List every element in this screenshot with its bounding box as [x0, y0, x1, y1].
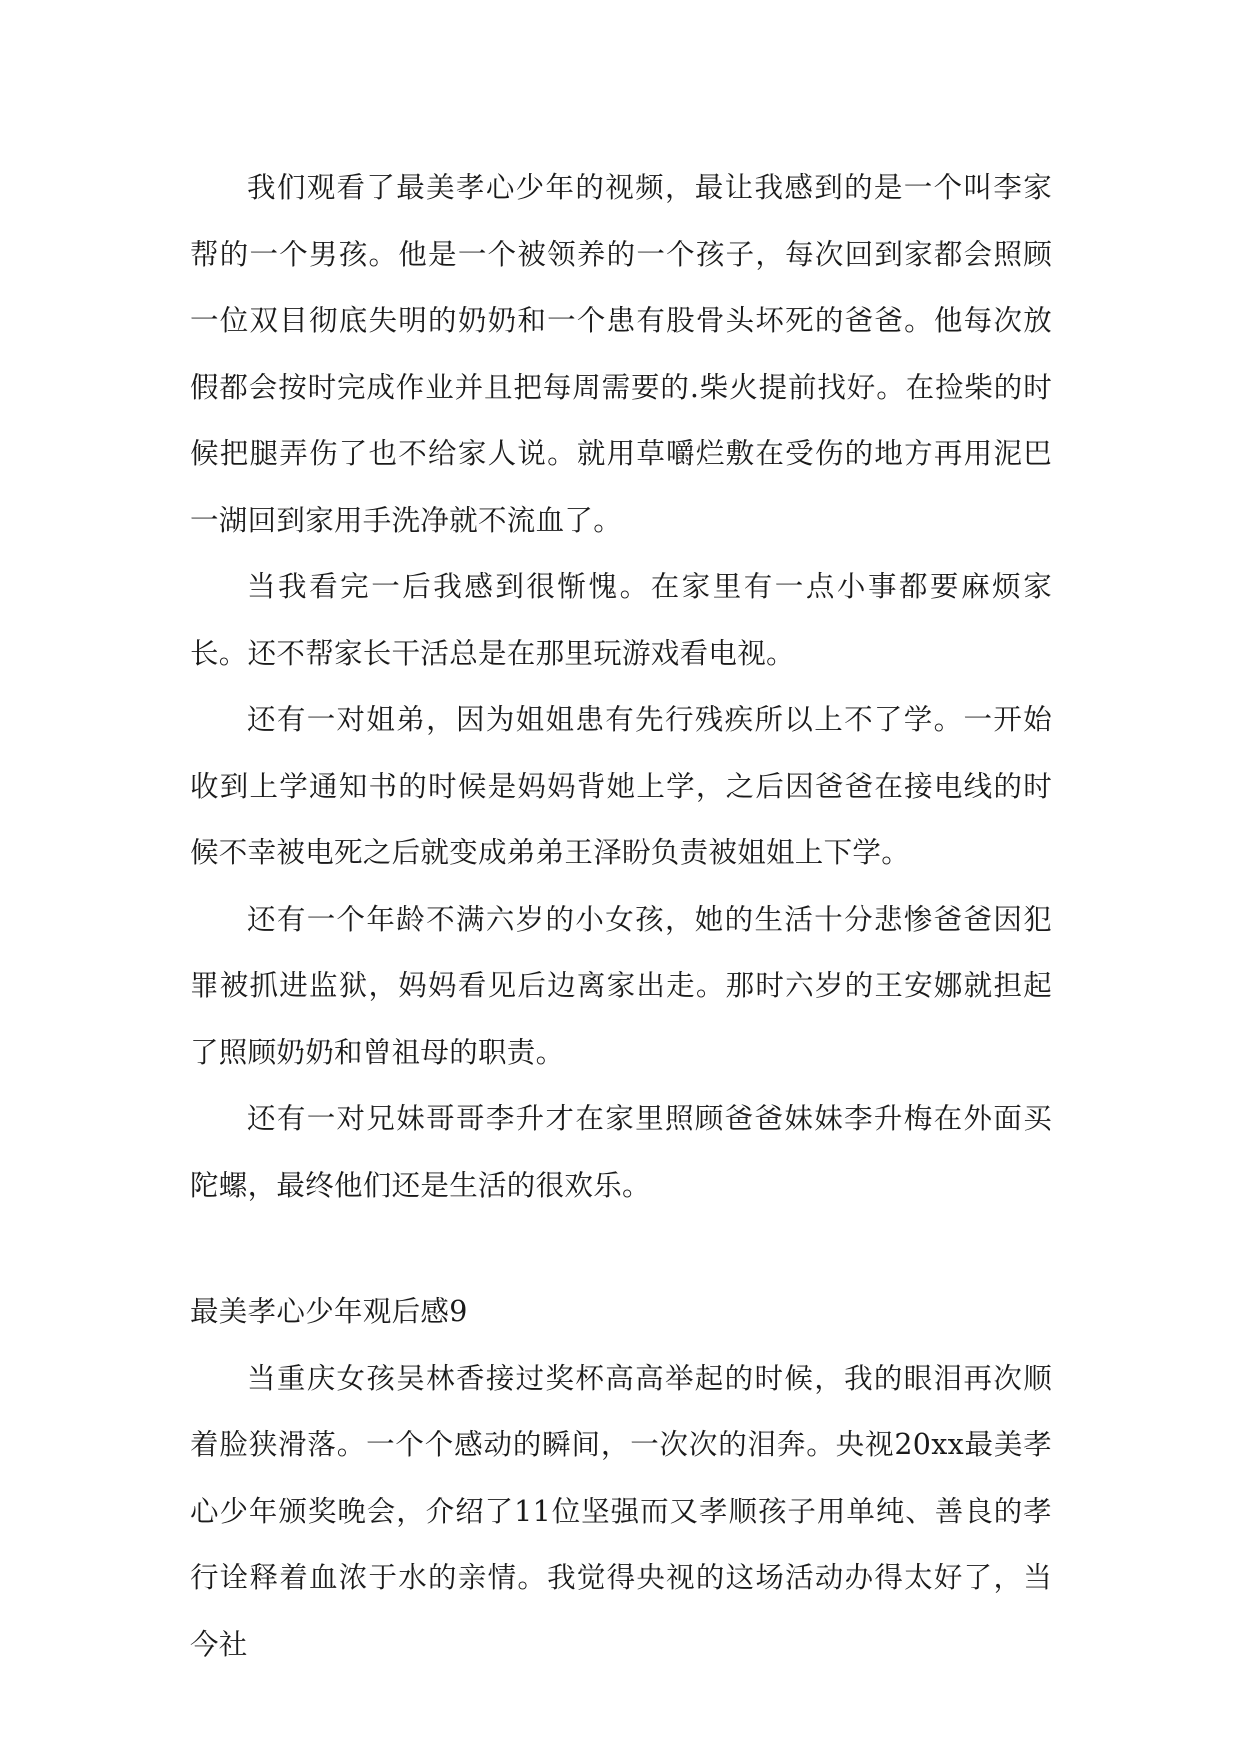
paragraph-little-girl: 还有一个年龄不满六岁的小女孩，她的生活十分悲惨爸爸因犯罪被抓进监狱，妈妈看见后边离家出走。那时六岁的王安娜就担起了照顾奶奶和曾祖母的职责。 — [190, 902, 1052, 1069]
paragraph-brother-sister: 还有一对兄妹哥哥李升才在家里照顾爸爸妹妹李升梅在外面买陀螺，最终他们还是生活的很欢乐。 — [190, 1102, 1052, 1202]
paragraph-wu-linxiang: 当重庆女孩吴林香接过奖杯高高举起的时候，我的眼泪再次顺着脸狭滑落。一个个感动的瞬间，一次次的泪奔。央视20xx最美孝心少年颁奖晚会，介绍了11位坚强而又孝顺孩子用单纯、善良的孝行诠释着血浓于水的亲情。我觉得央视的这场活动办得太好了，当今社 — [190, 1361, 1052, 1661]
section-spacer — [190, 1219, 1052, 1279]
paragraph-ashamed: 当我看完一后我感到很惭愧。在家里有一点小事都要麻烦家长。还不帮家长干活总是在那里玩游戏看电视。 — [190, 570, 1052, 670]
section-heading: 最美孝心少年观后感9 — [190, 1295, 468, 1328]
paragraph-li-jiabang: 我们观看了最美孝心少年的视频，最让我感到的是一个叫李家帮的一个男孩。他是一个被领养的一个孩子，每次回到家都会照顾一位双目彻底失明的奶奶和一个患有股骨头坏死的爸爸。他每次放假都会按时完成作业并且把每周需要的.柴火提前找好。在捡柴的时候把腿弄伤了也不给家人说。就用草嚼烂敷在受伤的地方再用泥巴一湖回到家用手洗净就不流血了。 — [190, 171, 1052, 537]
document-page — [190, 155, 1052, 1678]
paragraph-siblings: 还有一对姐弟，因为姐姐患有先行残疾所以上不了学。一开始收到上学通知书的时候是妈妈背她上学，之后因爸爸在接电线的时候不幸被电死之后就变成弟弟王泽盼负责被姐姐上下学。 — [190, 703, 1052, 869]
